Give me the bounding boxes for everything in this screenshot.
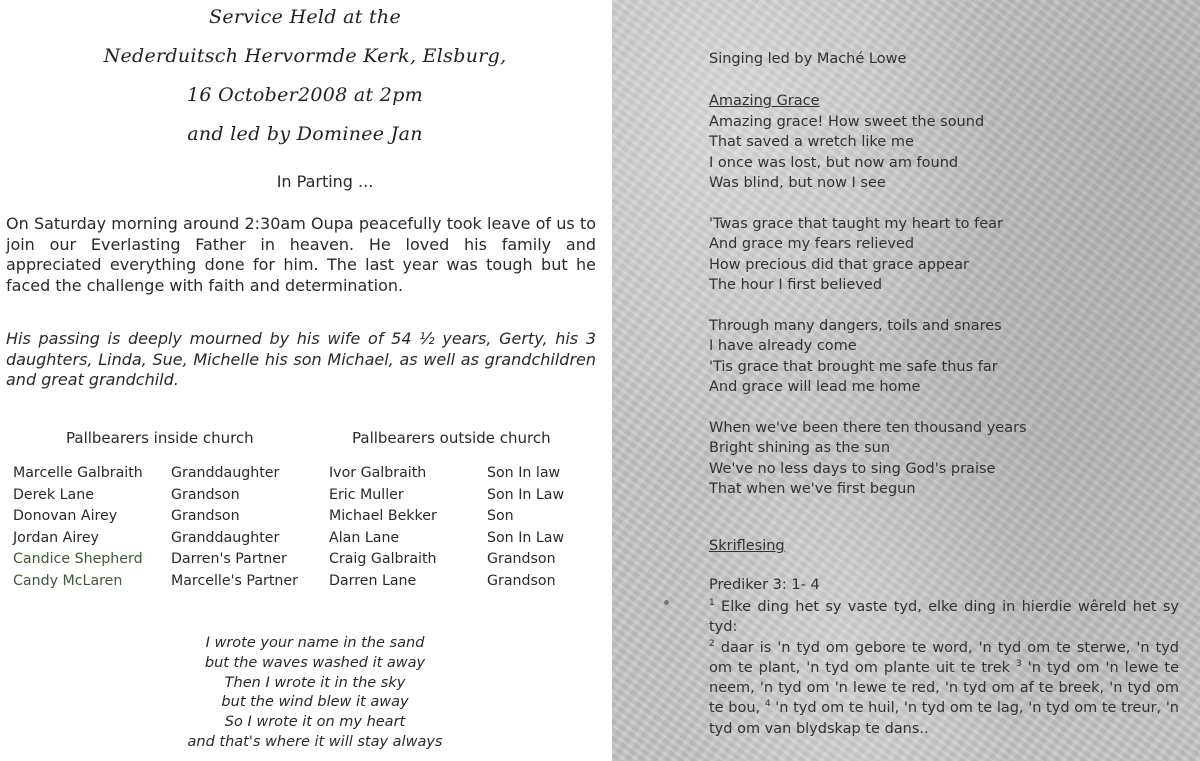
hymn-line: And grace will lead me home xyxy=(709,378,921,395)
paper-speck xyxy=(664,600,669,605)
hymn-line: And grace my fears relieved xyxy=(709,236,915,253)
hymn-line: 'Tis grace that brought me safe thus far xyxy=(709,358,998,375)
poem-line: I wrote your name in the sand xyxy=(205,635,425,651)
inside-name: Marcelle Galbraith xyxy=(13,465,143,481)
pallbearer-row xyxy=(0,487,610,508)
verse-number: 4 xyxy=(764,699,771,710)
outside-relation: Grandson xyxy=(487,572,556,589)
hymn-verse-4 xyxy=(709,418,1027,499)
poem-line: but the wind blew it away xyxy=(221,694,409,711)
inside-name: Jordan Airey xyxy=(13,529,99,546)
pallbearer-row xyxy=(0,551,610,572)
outside-name: Craig Galbraith xyxy=(329,551,437,567)
reading-heading: Skriflesing xyxy=(709,538,785,554)
hymn-line: Amazing grace! How sweet the sound xyxy=(709,114,985,130)
hymn-line: Bright shining as the sun xyxy=(709,440,891,457)
mourned-paragraph: His passing is deeply mourned by his wife of 54 ½ years, Gerty, his 3 daughters, Linda, Sue, Michelle his son Michael, as well as grandchildren and great grandchild. xyxy=(6,329,596,389)
inside-name: Candy McLaren xyxy=(13,572,123,589)
scripture-verse-4: 'n tyd om te huil, 'n tyd om te lag, 'n tyd om te treur, 'n tyd om van blydskap te dans.. xyxy=(709,700,1180,737)
service-header-line-3: 16 October2008 at 2pm xyxy=(187,84,423,106)
hymn-title: Amazing Grace xyxy=(709,93,820,109)
outside-relation: Son In Law xyxy=(487,486,565,503)
scripture-verse-1: Elke ding het sy vaste tyd, elke ding in hierdie wêreld het sy tyd: xyxy=(709,599,1180,636)
pallbearers-inside-heading: Pallbearers inside church xyxy=(66,429,254,447)
outside-name: Michael Bekker xyxy=(329,508,437,524)
outside-name: Ivor Galbraith xyxy=(329,465,427,481)
outside-relation: Son In law xyxy=(487,465,561,481)
poem-line: So I wrote it on my heart xyxy=(224,714,406,731)
scripture-verse-3: 'n tyd om 'n lewe te neem, 'n tyd om 'n lewe te red, 'n tyd om af te breek, 'n tyd om te bou, xyxy=(709,659,1180,717)
outside-name: Darren Lane xyxy=(329,572,417,589)
inside-relation: Grandson xyxy=(171,486,240,503)
outside-name: Alan Lane xyxy=(329,529,400,546)
inside-relation: Grandson xyxy=(171,508,240,524)
inside-relation: Granddaughter xyxy=(171,465,280,481)
pallbearer-row xyxy=(0,530,610,551)
outside-name: Eric Muller xyxy=(329,486,404,503)
hymn-line: That when we've first begun xyxy=(709,480,916,497)
pallbearer-row xyxy=(0,573,610,594)
hymn-verse-3 xyxy=(709,316,1002,397)
pallbearer-row xyxy=(0,508,610,529)
inside-relation: Darren's Partner xyxy=(171,551,287,567)
hymn-verse-2 xyxy=(709,214,1003,295)
service-header-line-1: Service Held at the xyxy=(209,6,401,28)
hymn-line: Through many dangers, toils and snares xyxy=(709,318,1002,334)
tribute-paragraph: On Saturday morning around 2:30am Oupa peacefully took leave of us to join our Everlasting Father in heaven. He loved his family and appreciated everything done for him. The last year was tough but he faced the challenge with faith and determination. xyxy=(6,214,596,295)
inside-relation: Granddaughter xyxy=(171,529,280,546)
service-header-line-4: and led by Dominee Jan xyxy=(187,123,423,145)
inside-name: Candice Shepherd xyxy=(13,551,143,567)
pallbearer-row xyxy=(0,465,610,486)
reading-reference: Prediker 3: 1- 4 xyxy=(709,577,820,593)
scripture-text xyxy=(709,597,1179,739)
hymn-line: When we've been there ten thousand years xyxy=(709,420,1027,436)
hymn-line: Was blind, but now I see xyxy=(709,174,886,191)
inside-name: Donovan Airey xyxy=(13,508,118,524)
poem-line: Then I wrote it in the sky xyxy=(224,674,406,691)
outside-relation: Son In Law xyxy=(487,529,565,546)
verse-number: 1 xyxy=(709,598,715,609)
pallbearers-outside-heading: Pallbearers outside church xyxy=(352,429,551,447)
poem-line: and that's where it will stay always xyxy=(187,733,443,750)
hymn-line: We've no less days to sing God's praise xyxy=(709,460,996,477)
hymn-verse-1 xyxy=(709,112,984,193)
outside-relation: Grandson xyxy=(487,551,556,567)
inside-name: Derek Lane xyxy=(13,486,94,503)
service-header-line-2: Nederduitsch Hervormde Kerk, Elsburg, xyxy=(103,45,507,67)
poem-line: but the waves washed it away xyxy=(204,654,426,671)
singing-led-by: Singing led by Maché Lowe xyxy=(709,51,907,67)
hymn-line: That saved a wretch like me xyxy=(709,134,914,151)
hymn-line: I have already come xyxy=(709,338,857,355)
poem xyxy=(140,634,490,753)
inside-relation: Marcelle's Partner xyxy=(171,572,298,589)
verse-number: 2 xyxy=(709,638,715,649)
verse-number: 3 xyxy=(1016,659,1022,670)
hymn-line: 'Twas grace that taught my heart to fear xyxy=(709,216,1004,232)
scripture-verse-2: daar is 'n tyd om gebore te word, 'n tyd om te sterwe, 'n tyd om te plant, 'n tyd om plante uit te trek xyxy=(709,639,1180,676)
in-parting-title: In Parting ... xyxy=(276,172,374,191)
hymn-line: I once was lost, but now am found xyxy=(709,154,959,171)
hymn-line: How precious did that grace appear xyxy=(709,256,969,273)
hymn-line: The hour I first believed xyxy=(709,276,883,293)
outside-relation: Son xyxy=(487,508,514,524)
